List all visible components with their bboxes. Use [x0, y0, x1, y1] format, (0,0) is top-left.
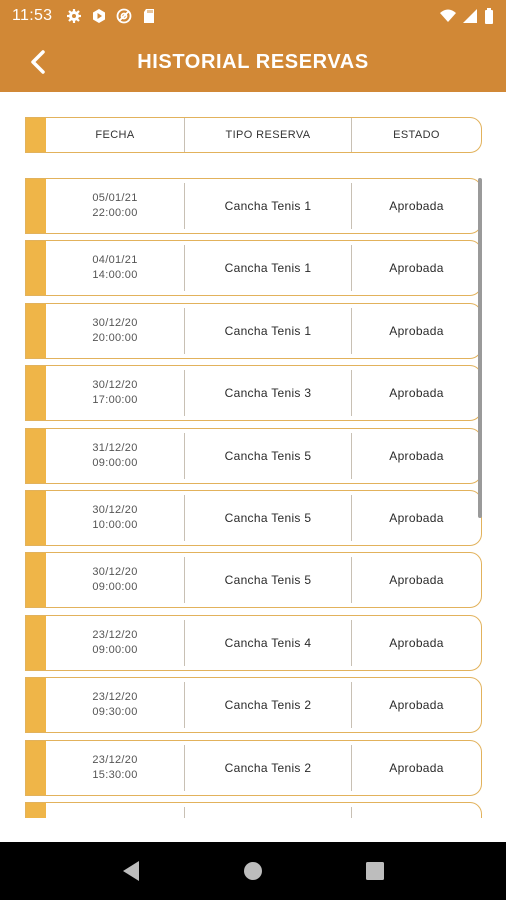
- reservation-date: 30/12/20: [92, 566, 138, 579]
- row-fecha-cell: [46, 682, 185, 728]
- reservation-row[interactable]: [25, 615, 482, 671]
- reservation-status: Aprobada: [389, 323, 444, 338]
- reservation-date: 04/01/21: [92, 254, 138, 267]
- reservation-row[interactable]: [25, 303, 482, 359]
- reservation-time: 09:00:00: [92, 456, 138, 469]
- reservation-type: Cancha Tenis 2: [224, 698, 312, 713]
- header-tipo-reserva: TIPO RESERVA: [185, 118, 352, 152]
- nav-recents-button[interactable]: [360, 856, 390, 886]
- reservation-time: 10:00:00: [92, 518, 138, 531]
- reservation-type: Cancha Tenis 5: [224, 573, 312, 588]
- row-fecha-cell: [46, 495, 185, 541]
- reservation-type: Cancha Tenis 2: [224, 760, 312, 775]
- row-tipo-cell: [185, 557, 352, 603]
- reservation-status: Aprobada: [389, 510, 444, 525]
- reservation-status: Aprobada: [389, 760, 444, 775]
- reservation-time: 17:00:00: [92, 394, 138, 407]
- reservation-status: Aprobada: [389, 199, 444, 213]
- row-fecha-cell: [46, 557, 185, 603]
- sd-card-icon: [141, 8, 157, 24]
- home-circle-icon: [243, 861, 263, 881]
- reservation-row[interactable]: [25, 490, 482, 546]
- status-bar: [0, 0, 506, 32]
- row-fecha-cell: [46, 745, 185, 791]
- row-tipo-cell: [185, 433, 352, 479]
- reservation-type: Cancha Tenis 1: [224, 261, 312, 276]
- row-estado-cell: [352, 495, 481, 541]
- reservation-row[interactable]: [25, 802, 482, 818]
- at-sign-icon: [116, 8, 132, 24]
- row-tipo-cell: [185, 183, 352, 229]
- row-estado-cell: [352, 745, 481, 791]
- row-accent-stripe: [26, 741, 46, 795]
- reservation-type: Cancha Tenis 5: [224, 510, 312, 525]
- reservation-time: 09:00:00: [92, 643, 138, 656]
- reservation-date: 05/01/21: [92, 192, 138, 204]
- battery-icon: [484, 8, 494, 24]
- wifi-icon: [440, 8, 456, 24]
- reservation-date: 23/12/20: [92, 628, 138, 641]
- reservation-row[interactable]: [25, 428, 482, 484]
- reservation-time: 09:00:00: [92, 581, 138, 594]
- row-tipo-cell: [185, 245, 352, 291]
- row-estado-cell: [352, 245, 481, 291]
- row-estado-cell: [352, 308, 481, 354]
- header-fecha: FECHA: [46, 118, 185, 152]
- row-tipo-cell: [185, 495, 352, 541]
- row-accent-stripe: [26, 553, 46, 607]
- scrollbar[interactable]: [478, 178, 482, 518]
- row-fecha-cell: [46, 308, 185, 354]
- reservation-row[interactable]: [25, 552, 482, 608]
- reservation-time: 22:00:00: [92, 207, 138, 219]
- row-accent-stripe: [26, 366, 46, 420]
- row-fecha-cell: [46, 807, 185, 818]
- reservation-row[interactable]: [25, 178, 482, 234]
- reservation-time: 09:30:00: [92, 706, 138, 719]
- reservation-status: Aprobada: [389, 573, 444, 588]
- status-system-icons: [440, 8, 494, 24]
- reservation-status: Aprobada: [389, 698, 444, 713]
- header-estado: ESTADO: [393, 129, 440, 141]
- reservation-time: 14:00:00: [92, 269, 138, 282]
- gear-icon: [66, 8, 82, 24]
- back-button[interactable]: [22, 46, 54, 78]
- reservation-date: 30/12/20: [92, 503, 138, 516]
- reservation-type: Cancha Tenis 1: [224, 199, 312, 213]
- navigation-bar: [0, 842, 506, 900]
- row-accent-stripe: [26, 179, 46, 233]
- reservation-time: 20:00:00: [92, 331, 138, 344]
- row-tipo-cell: [185, 620, 352, 666]
- row-tipo-cell: [185, 308, 352, 354]
- reservation-time: 15:30:00: [92, 768, 138, 781]
- row-tipo-cell: [185, 682, 352, 728]
- reservation-list[interactable]: [25, 178, 487, 818]
- reservation-status: Aprobada: [389, 635, 444, 650]
- play-icon: [91, 8, 107, 24]
- row-tipo-cell: [185, 745, 352, 791]
- reservation-date: 31/12/20: [92, 441, 138, 454]
- recents-square-icon: [366, 862, 384, 880]
- reservation-status: Aprobada: [389, 261, 444, 276]
- nav-home-button[interactable]: [238, 856, 268, 886]
- header-accent-stripe: [26, 118, 46, 152]
- chevron-left-icon: [28, 49, 48, 75]
- row-accent-stripe: [26, 241, 46, 295]
- row-accent-stripe: [26, 803, 46, 818]
- row-fecha-cell: [46, 620, 185, 666]
- row-fecha-cell: [46, 370, 185, 416]
- row-estado-cell: [352, 183, 481, 229]
- reservation-row[interactable]: [25, 365, 482, 421]
- row-estado-cell: [352, 370, 481, 416]
- reservation-status: Aprobada: [389, 386, 444, 401]
- page-title: HISTORIAL RESERVAS: [137, 50, 369, 73]
- row-fecha-cell: [46, 433, 185, 479]
- row-estado-cell: [352, 807, 481, 818]
- row-fecha-cell: [46, 183, 185, 229]
- reservation-type: Cancha Tenis 4: [224, 635, 312, 650]
- reservation-date: 23/12/20: [92, 753, 138, 766]
- row-tipo-cell: [185, 370, 352, 416]
- reservation-row[interactable]: [25, 740, 482, 796]
- row-accent-stripe: [26, 678, 46, 732]
- table-header: [25, 117, 482, 153]
- row-estado-cell: [352, 620, 481, 666]
- row-estado-cell: [352, 433, 481, 479]
- row-accent-stripe: [26, 304, 46, 358]
- reservation-date: 30/12/20: [92, 379, 138, 392]
- row-accent-stripe: [26, 616, 46, 670]
- reservation-date: 23/12/20: [92, 691, 138, 704]
- reservation-row[interactable]: [25, 677, 482, 733]
- reservation-type: Cancha Tenis 1: [224, 323, 312, 338]
- row-accent-stripe: [26, 491, 46, 545]
- reservation-type: Cancha Tenis 5: [224, 448, 312, 463]
- reservation-status: Aprobada: [389, 448, 444, 463]
- signal-icon: [462, 8, 478, 24]
- row-estado-cell: [352, 557, 481, 603]
- row-accent-stripe: [26, 429, 46, 483]
- reservation-date: 30/12/20: [92, 316, 138, 329]
- status-notification-icons: [66, 8, 157, 24]
- reservation-row[interactable]: [25, 240, 482, 296]
- nav-back-button[interactable]: [116, 856, 146, 886]
- status-time: 11:53: [12, 7, 53, 24]
- row-fecha-cell: [46, 245, 185, 291]
- row-tipo-cell: [185, 807, 352, 818]
- back-triangle-icon: [121, 860, 141, 882]
- app-bar: [0, 32, 506, 92]
- reservation-type: Cancha Tenis 3: [224, 386, 312, 401]
- row-estado-cell: [352, 682, 481, 728]
